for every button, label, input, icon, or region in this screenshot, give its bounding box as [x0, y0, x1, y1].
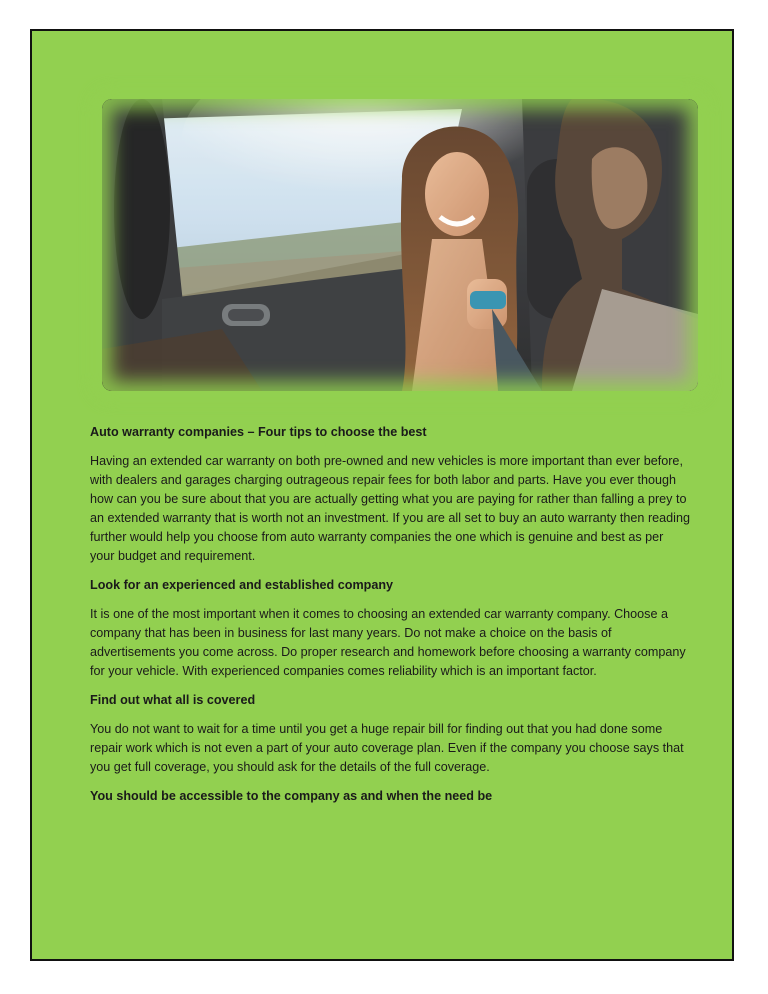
- section-heading-coverage: Find out what all is covered: [90, 693, 256, 707]
- section-body-experienced-company: It is one of the most important when it comes to choosing an extended car warranty company. Choose a company that has been in business for last many years. Do not make a choice on the basis of advertisements you come across. Do proper research and homework before choosing a warranty company for your vehicle. With experienced companies comes reliability which is an important factor.: [90, 607, 686, 678]
- intro-paragraph: Having an extended car warranty on both pre-owned and new vehicles is more important than ever before, with dealers and garages charging outrageous repair fees for both labor and parts. Have you ever though how can you be sure about that you are actually getting what you are paying for rather than falling a prey to an extended warranty that is worth not an investment. If you are all set to buy an auto warranty then reading further would help you choose from auto warranty companies the one which is genuine and best as per your budget and requirement.: [90, 454, 690, 563]
- section-body-coverage: You do not want to wait for a time until you get a huge repair bill for finding out that you had done some repair work which is not even a part of your auto coverage plan. Even if the company you choose says that you get full coverage, you should ask for the details of the full coverage.: [90, 722, 684, 774]
- section-heading-experienced-company: Look for an experienced and established company: [90, 578, 394, 592]
- green-page-frame: [30, 29, 734, 961]
- car-interior-illustration: [102, 99, 698, 391]
- section-heading-accessible: You should be accessible to the company as and when the need be: [90, 789, 493, 803]
- car-photo: [102, 99, 698, 391]
- article-content: [90, 423, 690, 816]
- article-title: Auto warranty companies – Four tips to choose the best: [90, 425, 427, 439]
